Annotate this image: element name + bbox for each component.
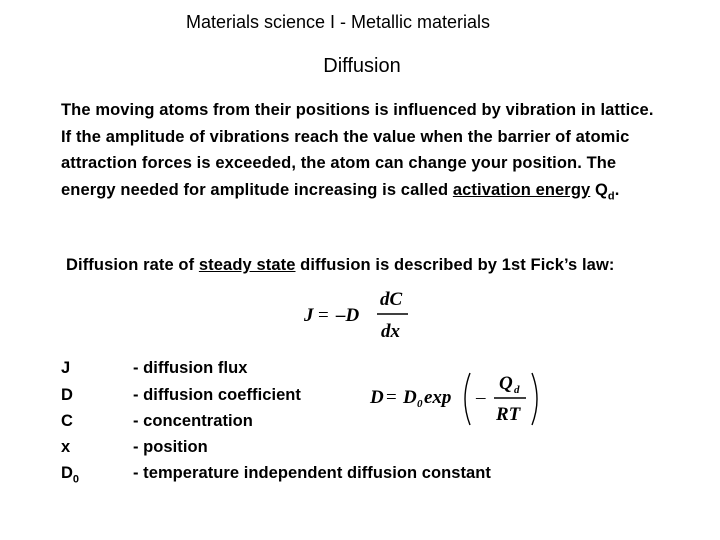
symbol-x: x — [61, 438, 71, 456]
slide-title: Diffusion — [323, 55, 401, 77]
eq2-denominator: RT — [496, 404, 521, 425]
eq2-lhs: D — [370, 387, 384, 408]
description-j: - diffusion flux — [133, 359, 248, 377]
steady-state-term: steady state — [198, 256, 296, 274]
symbol-d0-subscript: 0 — [72, 473, 80, 486]
symbol-j: J — [61, 359, 71, 377]
activation-energy-term: activation energy — [452, 180, 591, 199]
eq2-numerator: Q — [499, 373, 513, 394]
symbol-c: C — [61, 412, 73, 430]
eq2-d0: D — [403, 387, 417, 408]
eq1-equals: = — [318, 305, 329, 326]
eq1-numerator: dC — [380, 289, 403, 310]
symbol-d0-letter: D — [61, 464, 73, 482]
description-d: - diffusion coefficient — [133, 386, 301, 404]
paragraph-text: The moving atoms from their positions is influenced by vibration in lattice. If the amplitude of vibrations reach the value when the barrier of atomic attraction forces is exceeded, the atom can change your position. The energy needed for amplitude increasing is called — [61, 101, 654, 199]
eq2-equals: = — [386, 387, 397, 408]
eq2-left-paren — [465, 373, 470, 425]
intro-paragraph — [61, 97, 661, 210]
eq1-minus-d: –D — [336, 305, 360, 326]
eq2-minus: – — [476, 387, 486, 408]
fick-before: Diffusion rate of — [66, 256, 195, 274]
eq1-lhs: J — [304, 305, 314, 326]
arrhenius-equation — [366, 369, 552, 431]
slide-header: Materials science I - Metallic materials — [185, 12, 491, 32]
symbol-d0 — [61, 464, 79, 485]
description-c: - concentration — [133, 412, 253, 430]
fick-after: diffusion is described by 1st Fick’s law: — [300, 256, 615, 274]
eq1-denominator: dx — [381, 321, 400, 342]
eq2-exp: exp — [424, 387, 452, 408]
eq2-numerator-subscript: d — [514, 384, 520, 396]
eq2-right-paren — [532, 373, 537, 425]
description-d0: - temperature independent diffusion constant — [133, 464, 491, 482]
fick-law-sentence — [66, 256, 615, 275]
eq2-d0-subscript: 0 — [417, 398, 423, 410]
q-symbol: Q — [594, 180, 608, 199]
fick-first-law-equation — [300, 286, 420, 342]
paragraph-end: . — [614, 180, 620, 199]
q-subscript: d — [607, 190, 615, 203]
symbol-d: D — [61, 386, 73, 404]
description-x: - position — [133, 438, 208, 456]
